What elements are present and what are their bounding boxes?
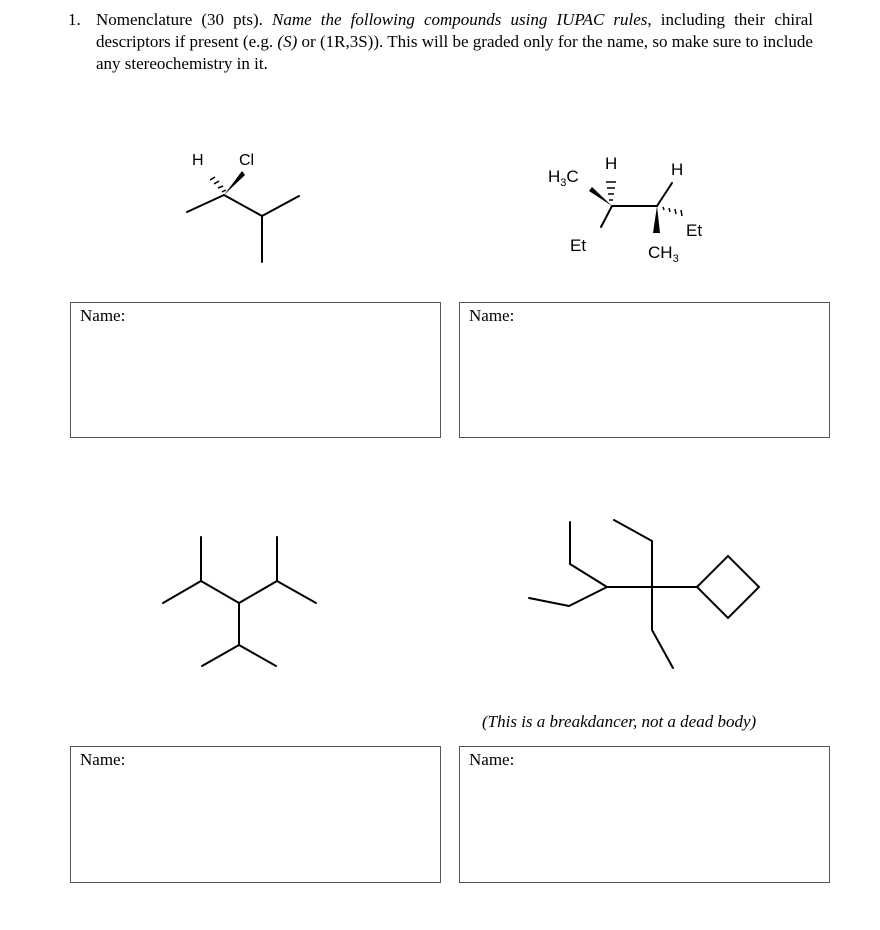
question-lead: Nomenclature (30 pts). (96, 10, 263, 29)
wedge-bond (653, 206, 660, 233)
molecule-2-structure (540, 145, 740, 275)
cyclobutane-ring (697, 556, 759, 618)
bond (262, 196, 299, 216)
molecule-4-note: (This is a breakdancer, not a dead body) (482, 712, 757, 731)
answer-box-3[interactable] (70, 746, 441, 883)
wedge-bond (224, 171, 245, 195)
bond (239, 581, 277, 603)
question-body (96, 9, 813, 75)
answer-box-4[interactable] (459, 746, 830, 883)
bond (570, 564, 607, 587)
question-text (68, 9, 813, 75)
wedge-bond (589, 187, 612, 206)
question-or: or (297, 32, 320, 51)
name-label: Name: (80, 306, 126, 325)
question-instruction: Name the following compounds using IUPAC rules (272, 10, 648, 29)
hash-bond (210, 177, 226, 192)
molecule-4-structure (520, 510, 770, 680)
bond (569, 587, 607, 606)
hash-bond (663, 207, 682, 216)
question-number: 1. (68, 10, 81, 29)
hash-bond (606, 182, 616, 200)
molecule-3-structure (150, 525, 330, 685)
atom-cl: Cl (239, 152, 255, 169)
bond (187, 195, 224, 212)
bond (614, 520, 652, 541)
bond (529, 598, 569, 606)
atom-h: H (192, 152, 204, 169)
group-et: Et (570, 236, 587, 255)
example-1: (S) (277, 32, 298, 51)
name-label: Name: (469, 750, 515, 769)
atom-h: H (605, 154, 618, 173)
answer-box-2[interactable] (459, 302, 830, 438)
bond (657, 183, 672, 206)
name-label: Name: (469, 306, 515, 325)
bond (277, 581, 316, 603)
question-rest: , including their chiral descriptors if present (e.g. (96, 10, 814, 51)
atom-h: H (671, 160, 684, 179)
example-2: (1R,3S) (319, 32, 374, 51)
bond (652, 630, 673, 668)
group-h3c: $H_3C$ (548, 167, 579, 189)
bond (163, 581, 201, 603)
bond (239, 645, 276, 666)
bond (202, 645, 239, 666)
bond (601, 206, 612, 227)
molecule-1-structure (160, 140, 340, 270)
name-label: Name: (80, 750, 126, 769)
bond (224, 195, 262, 216)
group-ch3: $CH_3$ (648, 243, 679, 265)
question-tail: ). This will be graded only for the name, so make sure to include any stereochemistry in it. (96, 32, 813, 73)
bond (201, 581, 239, 603)
answer-box-1[interactable] (70, 302, 441, 438)
group-et: Et (686, 221, 703, 240)
